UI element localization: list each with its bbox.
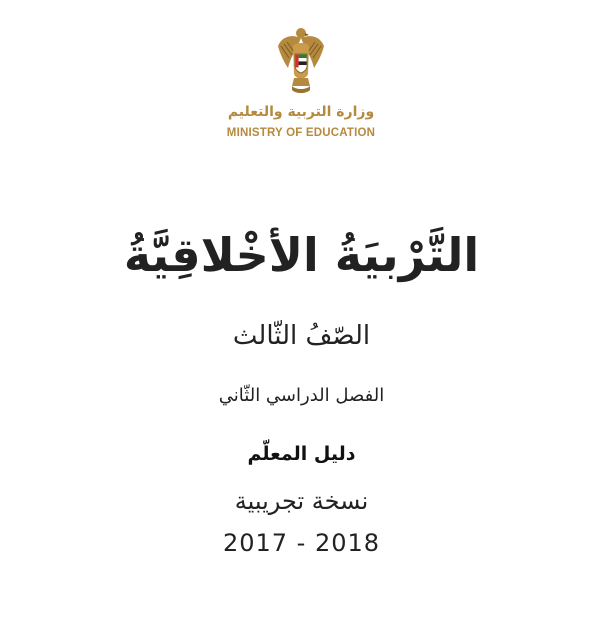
ministry-name-arabic: وزارة التربية والتعليم bbox=[227, 104, 375, 120]
book-title: التَّرْبيَةُ الأخْلاقِيَّةُ bbox=[123, 228, 480, 282]
teacher-guide-label: دليل المعلّم bbox=[247, 443, 356, 465]
grade-label: الصّفُ الثّالث bbox=[232, 321, 371, 351]
edition-label: نسخة تجريبية bbox=[234, 487, 369, 515]
uae-falcon-emblem-icon bbox=[276, 24, 326, 96]
academic-years: 2017 - 2018 bbox=[222, 529, 381, 557]
term-label: الفصل الدراسي الثّاني bbox=[218, 385, 385, 406]
ministry-name-english: MINISTRY OF EDUCATION bbox=[226, 127, 376, 139]
